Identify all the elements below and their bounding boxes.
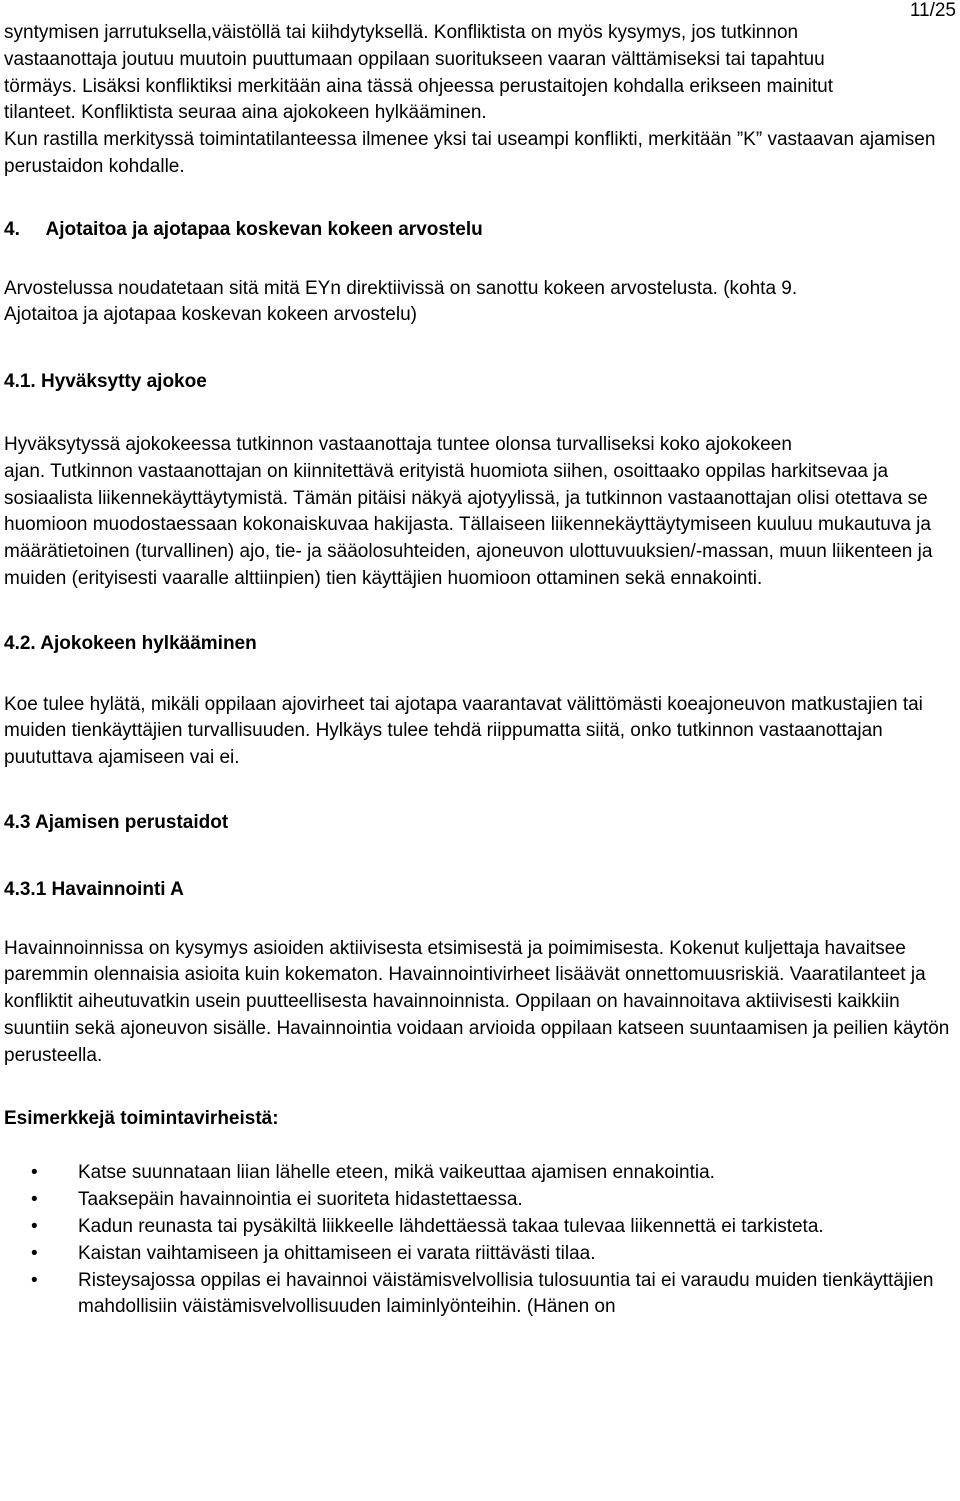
section-4-1-paragraph: ajan. Tutkinnon vastaanottajan on kiinnitettävä erityistä huomiota siihen, osoittaako oppilas harkitsevaa ja sosiaalista liikennekäyttäytymistä. Tämän pitäisi näkyä ajotyylissä, ja tutkinnon vastaanottajan olisi otettava se huomioon muodostaessaan kokonaiskuvaa hakijasta. Tällaiseen liikennekäyttäytymiseen kuuluu mukautuva ja määrätietoinen (turvallinen) ajo, tie- ja sääolosuhteiden, ajoneuvon ulottuvuuksien/-massan, muun liikenteen ja muiden (erityisesti vaaralle alttiinpien) tien käyttäjien huomioon ottaminen sekä ennakointi.: [4, 460, 933, 589]
section-4-3-1-paragraph: Havainnoinnissa on kysymys asioiden aktiivisesta etsimisestä ja poimimisesta. Kokenut kuljettaja havaitsee paremmin olennaisia asioita kuin kokematon. Havainnointivirheet lisäävät onnettomuusriskiä. Vaaratilanteet ja konfliktit aiheutuvatkin usein puutteellisesta havainnoinnista. Oppilaan on havainnoitava aktiivisesti kaikkiin suuntiin sekä ajoneuvon sisälle. Havainnointia voidaan arvioida oppilaan katseen suuntaamisen ja peilien käytön perusteella.: [4, 937, 950, 1066]
list-item: [4, 1268, 958, 1322]
section-4-heading: 4. Ajotaitoa ja ajotapaa koskevan kokeen arvostelu: [4, 218, 483, 240]
list-item-text: Kaistan vaihtamiseen ja ohittamiseen ei varata riittävästi tilaa.: [78, 1242, 596, 1264]
bullet-icon: •: [31, 1189, 38, 1211]
list-item: [4, 1160, 958, 1187]
examples-list: [4, 1160, 958, 1321]
section-4-1-heading: 4.1. Hyväksytty ajokoe: [4, 371, 207, 393]
bullet-icon: •: [31, 1269, 38, 1291]
bullet-icon: •: [31, 1215, 38, 1237]
section-4-2-heading: 4.2. Ajokokeen hylkääminen: [4, 632, 257, 654]
section-4-paragraph-line1: Arvostelussa noudatetaan sitä mitä EYn direktiivissä on sanottu kokeen arvostelusta. (kohta 9.: [4, 277, 798, 299]
bullet-icon: •: [31, 1162, 38, 1184]
list-item: [4, 1241, 958, 1268]
list-item: [4, 1214, 958, 1241]
intro-paragraph: [4, 20, 884, 127]
bullet-icon: •: [31, 1242, 38, 1264]
list-item-text: Taaksepäin havainnointia ei suoriteta hidastettaessa.: [78, 1189, 523, 1211]
section-4-1-paragraph-line1: Hyväksytyssä ajokokeessa tutkinnon vastaanottaja tuntee olonsa turvalliseksi koko ajokokeen: [4, 433, 792, 455]
section-4-3-1-heading: 4.3.1 Havainnointi A: [4, 878, 184, 900]
section-4-3-heading: 4.3 Ajamisen perustaidot: [4, 811, 229, 833]
examples-heading: Esimerkkejä toimintavirheistä:: [4, 1107, 279, 1129]
intro-text: syntymisen jarrutuksella,väistöllä tai kiihdytyksellä. Konfliktista on myös kysymys, jos tutkinnon vastaanottaja joutuu muutoin puuttumaan oppilaan suoritukseen vaaran välttämiseksi tai tapahtuu törmäys. Lisäksi konfliktiksi merkitään aina tässä ohjeessa perustaitojen kohdalla erikseen mainitut tilanteet. Konfliktista seuraa aina ajokokeen hylkääminen.: [4, 22, 834, 124]
section-4-2-paragraph: Koe tulee hylätä, mikäli oppilaan ajovirheet tai ajotapa vaarantavat välittömästi koeajoneuvon matkustajien tai muiden tienkäyttäjien turvallisuuden. Hylkäys tulee tehdä riippumatta siitä, onko tutkinnon vastaanottajan puututtava ajamiseen vai ei.: [4, 693, 923, 769]
intro-paragraph-tail: Kun rastilla merkityssä toimintatilanteessa ilmenee yksi tai useampi konflikti, merkitään ”K” vastaavan ajamisen perustaidon kohdalle.: [4, 129, 936, 177]
list-item-text: Kadun reunasta tai pysäkiltä liikkeelle lähdettäessä takaa tulevaa liikennettä ei tarkisteta.: [78, 1215, 824, 1237]
section-4-paragraph-line2: Ajotaitoa ja ajotapaa koskevan kokeen arvostelu): [4, 304, 417, 326]
document-content: [4, 20, 958, 1321]
list-item-text: Katse suunnataan liian lähelle eteen, mikä vaikeuttaa ajamisen ennakointia.: [78, 1162, 715, 1184]
list-item: [4, 1187, 958, 1214]
page-number: 11/25: [909, 0, 956, 21]
list-item-text: Risteysajossa oppilas ei havainnoi väistämisvelvollisia tulosuuntia tai ei varaudu muiden tienkäyttäjien mahdollisiin väistämisvelvollisuuden laiminlyönteihin. (Hänen on: [78, 1269, 934, 1318]
